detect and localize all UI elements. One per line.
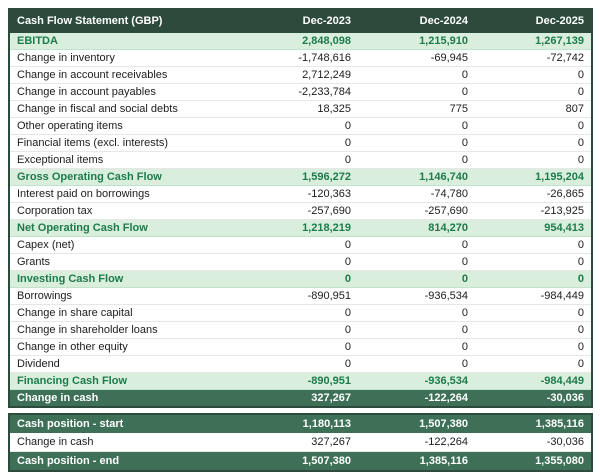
table-row	[9, 33, 592, 50]
cell-value: 0	[358, 305, 475, 322]
cell-value: 0	[475, 356, 592, 373]
cell-value: 0	[358, 322, 475, 339]
cell-value: 1,215,910	[358, 33, 475, 50]
row-label: Financing Cash Flow	[9, 373, 241, 390]
row-label: Change in other equity	[9, 339, 241, 356]
row-label: Change in cash	[9, 390, 241, 408]
cell-value: 0	[475, 237, 592, 254]
cell-value: 0	[241, 305, 358, 322]
table-row	[9, 186, 592, 203]
row-label: Exceptional items	[9, 152, 241, 169]
cell-value: -30,036	[475, 433, 592, 452]
table-row	[9, 414, 592, 433]
cash-flow-table	[8, 8, 593, 408]
table-row	[9, 169, 592, 186]
row-label: Other operating items	[9, 118, 241, 135]
row-label: Borrowings	[9, 288, 241, 305]
table-row	[9, 203, 592, 220]
cell-value: 0	[358, 339, 475, 356]
cell-value: 327,267	[241, 390, 358, 408]
table-row	[9, 356, 592, 373]
cell-value: 0	[475, 254, 592, 271]
cell-value: 1,355,080	[475, 452, 592, 472]
cell-value: 0	[475, 84, 592, 101]
row-label: Change in fiscal and social debts	[9, 101, 241, 118]
cell-value: 327,267	[241, 433, 358, 452]
row-label: Change in account payables	[9, 84, 241, 101]
cell-value: 1,218,219	[241, 220, 358, 237]
table-row	[9, 118, 592, 135]
table-row	[9, 135, 592, 152]
cell-value: 0	[358, 67, 475, 84]
cell-value: -72,742	[475, 50, 592, 67]
table-row	[9, 84, 592, 101]
cell-value: -122,264	[358, 433, 475, 452]
table-row	[9, 254, 592, 271]
cell-value: 814,270	[358, 220, 475, 237]
row-label: Investing Cash Flow	[9, 271, 241, 288]
cell-value: -1,748,616	[241, 50, 358, 67]
row-label: Grants	[9, 254, 241, 271]
cell-value: 1,146,740	[358, 169, 475, 186]
table-row	[9, 373, 592, 390]
cell-value: 0	[475, 152, 592, 169]
table-row	[9, 339, 592, 356]
cell-value: 807	[475, 101, 592, 118]
cell-value: 1,507,380	[358, 414, 475, 433]
table-row	[9, 390, 592, 408]
cell-value: 775	[358, 101, 475, 118]
row-label: Cash position - end	[9, 452, 241, 472]
cell-value: 1,596,272	[241, 169, 358, 186]
column-header-dec-2023: Dec-2023	[241, 9, 358, 33]
cell-value: -984,449	[475, 288, 592, 305]
cell-value: 0	[241, 135, 358, 152]
table-row	[9, 67, 592, 84]
cell-value: 1,385,116	[358, 452, 475, 472]
row-label: Net Operating Cash Flow	[9, 220, 241, 237]
cell-value: 0	[358, 356, 475, 373]
cell-value: -257,690	[358, 203, 475, 220]
column-header-dec-2025: Dec-2025	[475, 9, 592, 33]
row-label: Capex (net)	[9, 237, 241, 254]
cell-value: -936,534	[358, 288, 475, 305]
cell-value: -936,534	[358, 373, 475, 390]
cell-value: 0	[475, 67, 592, 84]
table-row	[9, 50, 592, 67]
cell-value: 18,325	[241, 101, 358, 118]
cell-value: -30,036	[475, 390, 592, 408]
table-row	[9, 220, 592, 237]
cell-value: 0	[358, 237, 475, 254]
cell-value: -257,690	[241, 203, 358, 220]
cell-value: 1,180,113	[241, 414, 358, 433]
cell-value: 0	[475, 135, 592, 152]
cell-value: -984,449	[475, 373, 592, 390]
cell-value: 0	[241, 322, 358, 339]
row-label: Corporation tax	[9, 203, 241, 220]
cell-value: -120,363	[241, 186, 358, 203]
cell-value: 1,267,139	[475, 33, 592, 50]
cell-value: 0	[241, 254, 358, 271]
row-label: Financial items (excl. interests)	[9, 135, 241, 152]
cell-value: 0	[358, 152, 475, 169]
cell-value: 0	[241, 356, 358, 373]
cell-value: 0	[241, 271, 358, 288]
table-row	[9, 152, 592, 169]
row-label: Change in cash	[9, 433, 241, 452]
cell-value: 0	[358, 271, 475, 288]
cell-value: 954,413	[475, 220, 592, 237]
row-label: Interest paid on borrowings	[9, 186, 241, 203]
row-label: Cash position - start	[9, 414, 241, 433]
cell-value: -213,925	[475, 203, 592, 220]
table-row	[9, 288, 592, 305]
row-label: Change in share capital	[9, 305, 241, 322]
row-label: EBITDA	[9, 33, 241, 50]
table-row	[9, 433, 592, 452]
cell-value: 0	[475, 339, 592, 356]
cell-value: 0	[241, 152, 358, 169]
cell-value: 0	[358, 118, 475, 135]
row-label: Gross Operating Cash Flow	[9, 169, 241, 186]
table-row	[9, 305, 592, 322]
table-title: Cash Flow Statement (GBP)	[9, 9, 241, 33]
column-header-dec-2024: Dec-2024	[358, 9, 475, 33]
cell-value: 1,507,380	[241, 452, 358, 472]
cell-value: -890,951	[241, 373, 358, 390]
row-label: Change in account receivables	[9, 67, 241, 84]
table-row	[9, 271, 592, 288]
cell-value: -2,233,784	[241, 84, 358, 101]
cell-value: 2,712,249	[241, 67, 358, 84]
cell-value: 0	[475, 305, 592, 322]
row-label: Change in shareholder loans	[9, 322, 241, 339]
row-label: Change in inventory	[9, 50, 241, 67]
cell-value: 0	[475, 118, 592, 135]
table-row	[9, 237, 592, 254]
cell-value: -122,264	[358, 390, 475, 408]
cell-value: -26,865	[475, 186, 592, 203]
cell-value: 0	[358, 84, 475, 101]
cell-value: 0	[241, 237, 358, 254]
cell-value: 1,195,204	[475, 169, 592, 186]
cell-value: 0	[475, 271, 592, 288]
table-row	[9, 322, 592, 339]
cell-value: -69,945	[358, 50, 475, 67]
cell-value: 0	[241, 339, 358, 356]
cell-value: 0	[358, 254, 475, 271]
table-row	[9, 452, 592, 472]
cash-position-summary-table	[8, 413, 593, 472]
cell-value: -74,780	[358, 186, 475, 203]
cell-value: 2,848,098	[241, 33, 358, 50]
row-label: Dividend	[9, 356, 241, 373]
table-row	[9, 101, 592, 118]
cell-value: -890,951	[241, 288, 358, 305]
cell-value: 0	[241, 118, 358, 135]
cell-value: 1,385,116	[475, 414, 592, 433]
cell-value: 0	[358, 135, 475, 152]
table-header-row	[9, 9, 592, 33]
cell-value: 0	[475, 322, 592, 339]
